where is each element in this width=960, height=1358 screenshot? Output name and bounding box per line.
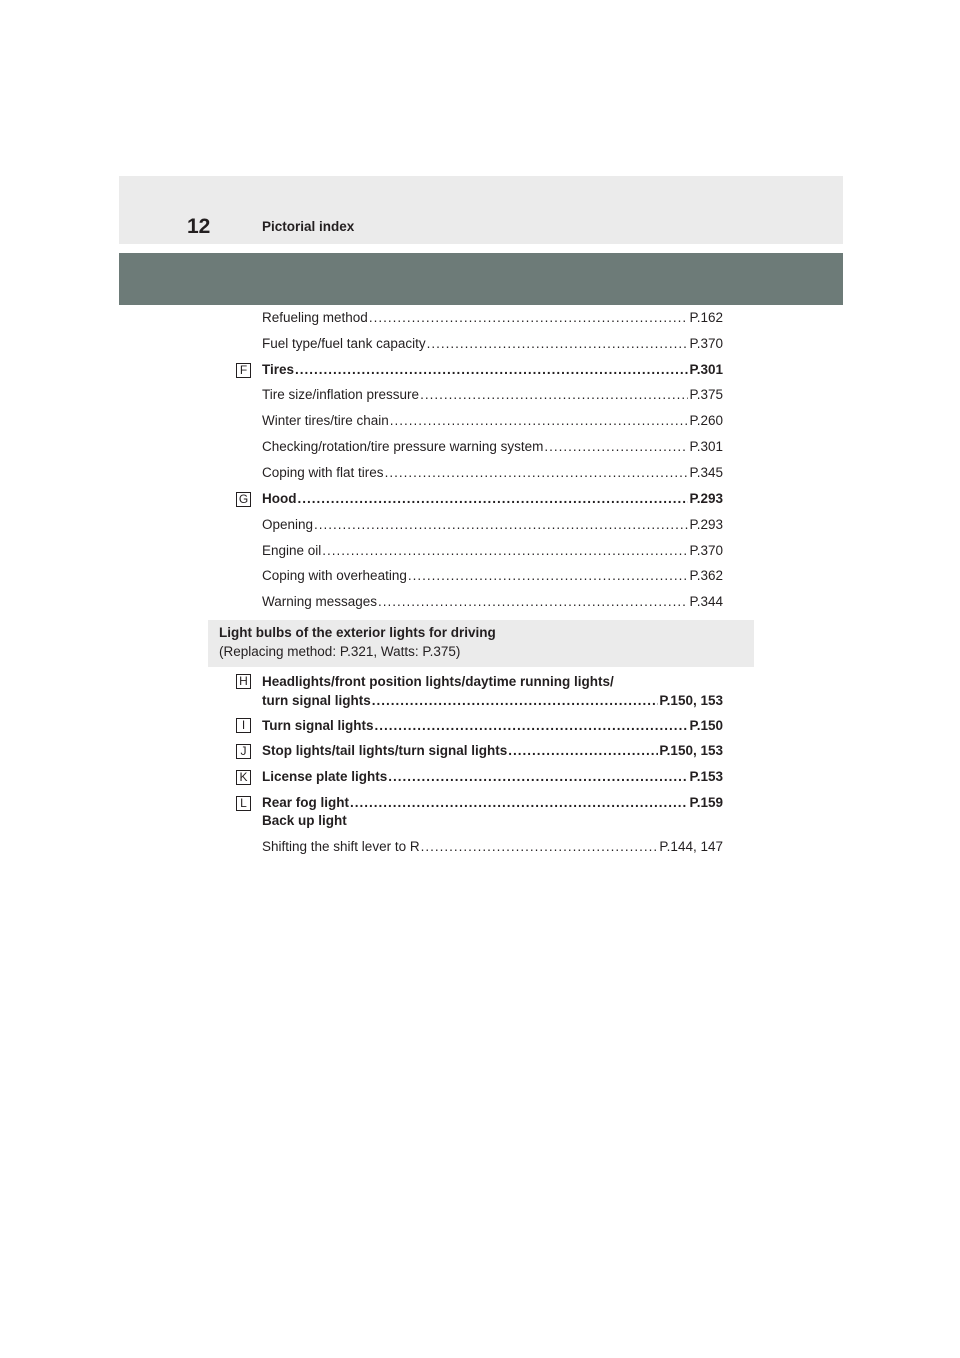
- entry-page-link[interactable]: P.159: [689, 795, 723, 810]
- entry-page-link[interactable]: P.301: [689, 362, 723, 377]
- entry-label: Checking/rotation/tire pressure warning system: [262, 439, 544, 454]
- index-entry: [262, 334, 723, 354]
- entry-page-link[interactable]: P.150: [689, 718, 723, 733]
- index-entry-rear-fog: [262, 793, 723, 813]
- index-entry-turn-signal: [262, 716, 723, 736]
- entry-page-link[interactable]: P.370: [689, 543, 723, 558]
- entry-page-link[interactable]: P.162: [689, 310, 723, 325]
- entry-page-link[interactable]: P.293: [689, 517, 723, 532]
- entry-page-link[interactable]: P.362: [689, 568, 723, 583]
- index-entry: [262, 592, 723, 612]
- index-entry-headlights: [262, 691, 723, 711]
- entry-label: Turn signal lights: [262, 718, 374, 733]
- header-band: [119, 176, 843, 244]
- entry-page-link[interactable]: P.345: [689, 465, 723, 480]
- entry-page-link[interactable]: P.370: [689, 336, 723, 351]
- index-entry-tires: [262, 360, 723, 380]
- entry-label: Shifting the shift lever to R: [262, 839, 420, 854]
- index-entry: [262, 463, 723, 483]
- index-entry: [262, 308, 723, 328]
- entry-page-link[interactable]: P.144, 147: [659, 839, 723, 854]
- badge-f: F: [236, 363, 251, 378]
- entry-label: Coping with flat tires: [262, 465, 384, 480]
- entry-page-link[interactable]: P.150, 153: [659, 743, 723, 758]
- entry-label: Rear fog light: [262, 795, 349, 810]
- index-entry: [262, 515, 723, 535]
- badge-h: H: [236, 674, 251, 689]
- index-entry-hood: [262, 489, 723, 509]
- entry-label: Tires: [262, 362, 295, 377]
- index-entry: [262, 541, 723, 561]
- entry-page-link[interactable]: P.153: [689, 769, 723, 784]
- entry-label: Opening: [262, 517, 314, 532]
- index-entry-license: [262, 767, 723, 787]
- entry-label: Refueling method: [262, 310, 368, 325]
- index-entry: [262, 566, 723, 586]
- index-entry: [262, 411, 723, 431]
- entry-label: Coping with overheating: [262, 568, 407, 583]
- section-title: Pictorial index: [262, 219, 355, 234]
- badge-k: K: [236, 770, 251, 785]
- index-entry: [262, 437, 723, 457]
- entry-label: License plate lights: [262, 769, 388, 784]
- entry-label: Winter tires/tire chain: [262, 413, 389, 428]
- entry-label: Hood: [262, 491, 297, 506]
- entry-page-link[interactable]: P.293: [689, 491, 723, 506]
- badge-g: G: [236, 492, 251, 507]
- index-entry-stop-lights: [262, 741, 723, 761]
- index-entry-shift: [262, 837, 723, 857]
- entry-page-link[interactable]: P.260: [689, 413, 723, 428]
- badge-i: I: [236, 718, 251, 733]
- entry-label: turn signal lights: [262, 693, 371, 708]
- headlights-line: Headlights/front position lights/daytime running lights/: [262, 674, 614, 689]
- header-rule: [119, 244, 843, 253]
- entry-label: Warning messages: [262, 594, 378, 609]
- entry-page-link[interactable]: P.375: [689, 387, 723, 402]
- entry-label: Fuel type/fuel tank capacity: [262, 336, 426, 351]
- index-entry: [262, 385, 723, 405]
- entry-page-link[interactable]: P.301: [689, 439, 723, 454]
- badge-l: L: [236, 796, 251, 811]
- entry-label: Stop lights/tail lights/turn signal lights: [262, 743, 508, 758]
- badge-j: J: [236, 744, 251, 759]
- light-bulbs-subtitle: (Replacing method: P.321, Watts: P.375): [219, 644, 461, 659]
- entry-page-link[interactable]: P.344: [689, 594, 723, 609]
- entry-label: Tire size/inflation pressure: [262, 387, 420, 402]
- page-number: 12: [187, 215, 211, 238]
- light-bulbs-title: Light bulbs of the exterior lights for driving: [219, 625, 496, 640]
- back-up-light-line: Back up light: [262, 813, 347, 828]
- entry-page-link[interactable]: P.150, 153: [659, 693, 723, 708]
- entry-label: Engine oil: [262, 543, 322, 558]
- gray-band: [119, 253, 843, 305]
